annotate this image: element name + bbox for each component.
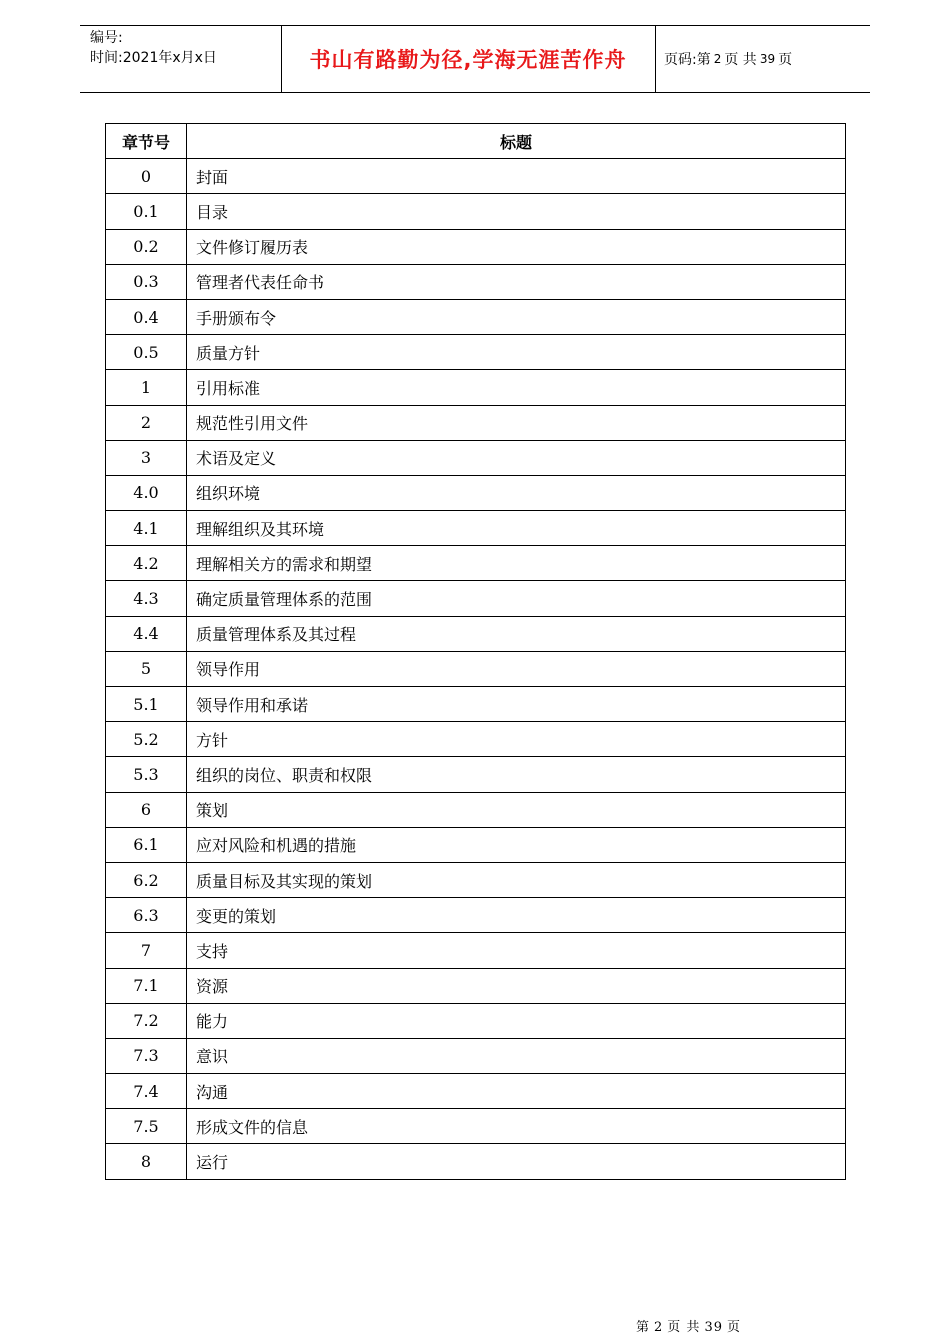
chapter-title-cell: 能力 [187,1003,846,1038]
column-header-chapter: 章节号 [106,124,187,159]
chapter-title-cell: 手册颁布令 [187,299,846,334]
table-row [106,898,846,933]
table-row [106,229,846,264]
chapter-number-cell: 4.2 [106,546,187,581]
table-row [106,159,846,194]
chapter-title-cell: 管理者代表任命书 [187,264,846,299]
table-row [106,1038,846,1073]
chapter-title-cell: 质量管理体系及其过程 [187,616,846,651]
contents-table [105,123,846,1180]
chapter-number-cell: 4.1 [106,511,187,546]
chapter-title-cell: 运行 [187,1144,846,1179]
chapter-number-cell: 1 [106,370,187,405]
table-row [106,722,846,757]
header-meta [90,28,280,68]
page-current: 2 [713,52,722,66]
page-suffix: 页 [778,52,793,68]
page-mid: 页 共 [724,52,757,68]
footer-mid: 页 共 [667,1320,701,1335]
table-row [106,440,846,475]
chapter-title-cell: 术语及定义 [187,440,846,475]
table-row [106,757,846,792]
table-row [106,194,846,229]
chapter-title-cell: 策划 [187,792,846,827]
table-row [106,687,846,722]
chapter-title-cell: 形成文件的信息 [187,1109,846,1144]
chapter-number-cell: 0 [106,159,187,194]
chapter-number-cell: 2 [106,405,187,440]
chapter-title-cell: 支持 [187,933,846,968]
chapter-number-cell: 4.4 [106,616,187,651]
footer-current: 2 [654,1320,664,1335]
chapter-number-cell: 4.3 [106,581,187,616]
chapter-title-cell: 资源 [187,968,846,1003]
chapter-title-cell: 封面 [187,159,846,194]
chapter-title-cell: 理解组织及其环境 [187,511,846,546]
table-row [106,1144,846,1179]
chapter-title-cell: 意识 [187,1038,846,1073]
chapter-number-cell: 0.5 [106,335,187,370]
page-header [80,25,870,93]
chapter-number-cell: 5.3 [106,757,187,792]
chapter-title-cell: 变更的策划 [187,898,846,933]
table-header-row [106,124,846,159]
chapter-title-cell: 质量目标及其实现的策划 [187,862,846,897]
header-divider [655,26,656,92]
footer-suffix: 页 [726,1320,741,1335]
column-header-title: 标题 [187,124,846,159]
page-prefix: 页码:第 [664,52,711,68]
chapter-title-cell: 方针 [187,722,846,757]
chapter-number-cell: 6.1 [106,827,187,862]
table-row [106,581,846,616]
table-row [106,299,846,334]
document-time: 时间:2021年x月x日 [90,50,217,66]
chapter-title-cell: 质量方针 [187,335,846,370]
page-footer [636,1316,745,1335]
chapter-number-cell: 5.2 [106,722,187,757]
chapter-title-cell: 确定质量管理体系的范围 [187,581,846,616]
chapter-title-cell: 组织环境 [187,475,846,510]
chapter-title-cell: 引用标准 [187,370,846,405]
chapter-number-cell: 0.1 [106,194,187,229]
table-row [106,968,846,1003]
chapter-number-cell: 6.3 [106,898,187,933]
chapter-number-cell: 3 [106,440,187,475]
table-row [106,405,846,440]
chapter-title-cell: 领导作用和承诺 [187,687,846,722]
table-row [106,370,846,405]
chapter-number-cell: 0.2 [106,229,187,264]
chapter-number-cell: 7.3 [106,1038,187,1073]
chapter-number-cell: 0.4 [106,299,187,334]
footer-total: 39 [704,1320,723,1335]
chapter-number-cell: 4.0 [106,475,187,510]
chapter-title-cell: 应对风险和机遇的措施 [187,827,846,862]
table-body [106,159,846,1179]
table-row [106,475,846,510]
chapter-title-cell: 理解相关方的需求和期望 [187,546,846,581]
header-page-indicator [664,26,792,92]
footer-prefix: 第 [636,1320,651,1335]
table-row [106,862,846,897]
chapter-number-cell: 7.2 [106,1003,187,1038]
chapter-number-cell: 5.1 [106,687,187,722]
chapter-title-cell: 文件修订履历表 [187,229,846,264]
table-row [106,264,846,299]
table-row [106,616,846,651]
chapter-number-cell: 7.1 [106,968,187,1003]
chapter-number-cell: 0.3 [106,264,187,299]
chapter-title-cell: 领导作用 [187,651,846,686]
table-row [106,335,846,370]
chapter-title-cell: 组织的岗位、职责和权限 [187,757,846,792]
chapter-title-cell: 目录 [187,194,846,229]
table-row [106,792,846,827]
chapter-title-cell: 沟通 [187,1074,846,1109]
table-row [106,651,846,686]
table-row [106,546,846,581]
chapter-number-cell: 6.2 [106,862,187,897]
chapter-number-cell: 6 [106,792,187,827]
chapter-number-cell: 8 [106,1144,187,1179]
table-row [106,933,846,968]
chapter-number-cell: 7 [106,933,187,968]
document-number-label: 编号: [90,30,123,46]
table-row [106,1074,846,1109]
chapter-number-cell: 5 [106,651,187,686]
table-row [106,827,846,862]
chapter-title-cell: 规范性引用文件 [187,405,846,440]
table-row [106,1003,846,1038]
page-total: 39 [759,52,776,66]
chapter-number-cell: 7.5 [106,1109,187,1144]
chapter-number-cell: 7.4 [106,1074,187,1109]
header-motto: 书山有路勤为径,学海无涯苦作舟 [309,48,627,72]
table-row [106,511,846,546]
table-row [106,1109,846,1144]
